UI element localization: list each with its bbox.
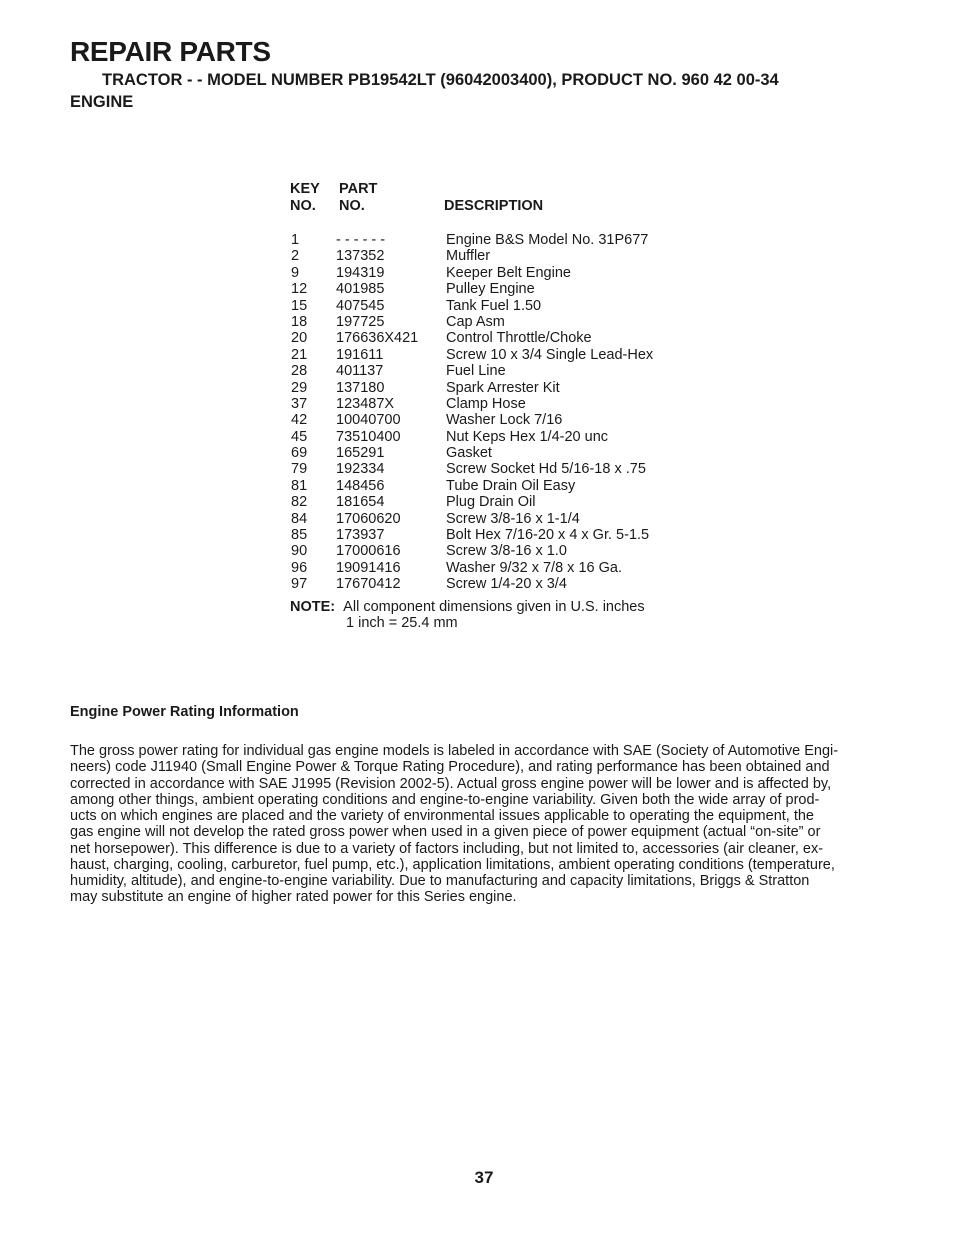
table-row (290, 281, 710, 297)
description-cell: Pulley Engine (446, 281, 535, 298)
power-rating-heading: Engine Power Rating Information (70, 704, 299, 720)
key-no-cell: 15 (291, 297, 308, 314)
parts-table (290, 181, 710, 631)
part-no-cell: 176636X421 (336, 330, 419, 347)
paragraph-line: humidity, altitude), and engine-to-engine variability. Due to manufacturing and capacity limitations, Briggs & Stratton (70, 873, 810, 889)
part-no-cell: 17060620 (336, 510, 401, 527)
key-no-cell: 45 (291, 428, 308, 445)
description-cell: Fuel Line (446, 363, 506, 380)
description-header: DESCRIPTION (444, 198, 544, 214)
table-row (290, 396, 710, 412)
note-label: NOTE: (290, 598, 336, 615)
part-no-cell: 137180 (336, 379, 385, 396)
description-cell: Nut Keps Hex 1/4-20 unc (446, 428, 609, 445)
part-no-cell: 401985 (336, 281, 385, 298)
table-row (290, 478, 710, 494)
key-no-cell: 18 (291, 313, 308, 330)
description-cell: Tube Drain Oil Easy (446, 477, 576, 494)
description-cell: Tank Fuel 1.50 (446, 297, 542, 314)
key-no-cell: 90 (291, 543, 308, 560)
description-cell: Screw 10 x 3/4 Single Lead-Hex (446, 346, 654, 363)
key-no-cell: 96 (291, 559, 308, 576)
paragraph-line: gas engine will not develop the rated gross power when used in a given piece of power equipment (actual “on-site” or (70, 824, 821, 841)
key-no-cell: 97 (291, 576, 308, 593)
part-no-cell: 10040700 (336, 412, 401, 429)
part-no-cell: 401137 (336, 363, 384, 380)
table-row (290, 298, 710, 314)
description-cell: Control Throttle/Choke (446, 330, 592, 347)
key-no-cell: 9 (291, 264, 300, 281)
key-no-cell: 81 (291, 477, 308, 494)
key-no-cell: 84 (291, 510, 308, 527)
paragraph-line: corrected in accordance with SAE J1995 (Revision 2002-5). Actual gross engine power will be lower and is affected by, (70, 775, 832, 792)
description-cell: Washer Lock 7/16 (446, 412, 563, 429)
note-line-2: 1 inch = 25.4 mm (346, 615, 458, 631)
key-no-cell: 29 (291, 379, 308, 396)
key-no-cell: 37 (291, 395, 308, 412)
description-cell: Keeper Belt Engine (446, 264, 571, 281)
table-row (290, 347, 710, 363)
paragraph-line: ucts on which engines are placed and the variety of environmental issues applicable to operating the equipment, the (70, 808, 814, 824)
parts-table-header (290, 181, 710, 217)
key-no-cell: 1 (291, 232, 300, 248)
table-row (290, 429, 710, 445)
description-cell: Screw 1/4-20 x 3/4 (446, 576, 567, 593)
table-row (290, 248, 710, 264)
description-cell: Spark Arrester Kit (446, 379, 560, 396)
power-rating-paragraph (70, 743, 900, 906)
key-no-cell: 20 (291, 330, 308, 347)
key-no-cell: 21 (291, 346, 308, 363)
paragraph-line: neers) code J11940 (Small Engine Power & Torque Rating Procedure), and rating performance has been obtained and (70, 759, 830, 776)
description-cell: Screw 3/8-16 x 1.0 (446, 543, 567, 560)
table-row (290, 265, 710, 281)
parts-table-body (290, 232, 710, 593)
part-no-cell: 191611 (336, 346, 384, 363)
page-title: REPAIR PARTS (70, 36, 271, 67)
part-no-cell: 148456 (336, 477, 385, 494)
part-no-cell: 165291 (336, 445, 385, 462)
paragraph-line: haust, charging, cooling, carburetor, fuel pump, etc.), application limitations, ambient operating conditions (temperature, (70, 856, 835, 873)
table-row (290, 232, 710, 248)
description-cell: Washer 9/32 x 7/8 x 16 Ga. (446, 559, 622, 576)
key-no-cell: 79 (291, 461, 308, 478)
page-number: 37 (474, 1168, 494, 1187)
model-subtitle: TRACTOR - - MODEL NUMBER PB19542LT (96042003400), PRODUCT NO. 960 42 00-34 (102, 71, 779, 89)
paragraph-line: The gross power rating for individual gas engine models is labeled in accordance with SAE (Society of Automotive Engi- (70, 743, 839, 759)
description-cell: Plug Drain Oil (446, 494, 536, 511)
paragraph-line: among other things, ambient operating conditions and engine-to-engine variability. Given both the wide array of prod- (70, 791, 820, 808)
part-no-header: PART NO. (339, 181, 378, 214)
table-row (290, 527, 710, 543)
key-no-cell: 2 (291, 248, 300, 265)
table-row (290, 576, 710, 592)
description-cell: Clamp Hose (446, 395, 526, 412)
table-row (290, 445, 710, 461)
table-row (290, 461, 710, 477)
table-row (290, 380, 710, 396)
part-no-cell: 19091416 (336, 559, 401, 576)
part-no-cell: 181654 (336, 494, 385, 511)
table-row (290, 314, 710, 330)
key-no-cell: 85 (291, 527, 308, 544)
key-no-header: KEY NO. (290, 181, 320, 214)
section-title: ENGINE (70, 93, 134, 111)
part-no-cell: 194319 (336, 264, 385, 281)
part-no-cell: 192334 (336, 461, 385, 478)
note-line-1: All component dimensions given in U.S. inches (343, 598, 645, 615)
table-row (290, 511, 710, 527)
table-row (290, 363, 710, 379)
table-row (290, 494, 710, 510)
part-no-cell: - - - - - - (336, 232, 386, 248)
description-cell: Muffler (446, 248, 491, 265)
paragraph-line: may substitute an engine of higher rated power for this Series engine. (70, 889, 517, 906)
description-cell: Bolt Hex 7/16-20 x 4 x Gr. 5-1.5 (446, 527, 650, 544)
paragraph-line: net horsepower). This difference is due to a variety of factors including, but not limited to, accessories (air cleaner, ex- (70, 840, 824, 857)
part-no-cell: 17000616 (336, 543, 401, 560)
description-cell: Screw Socket Hd 5/16-18 x .75 (446, 461, 646, 478)
table-row (290, 560, 710, 576)
part-no-cell: 137352 (336, 248, 385, 265)
description-cell: Engine B&S Model No. 31P677 (446, 232, 649, 248)
key-no-cell: 42 (291, 412, 308, 429)
table-row (290, 412, 710, 428)
key-no-cell: 28 (291, 363, 308, 380)
part-no-cell: 173937 (336, 527, 385, 544)
table-row (290, 330, 710, 346)
key-no-cell: 82 (291, 494, 308, 511)
dimensions-note (290, 599, 710, 632)
part-no-cell: 123487X (336, 395, 395, 412)
key-no-cell: 12 (291, 281, 308, 298)
table-row (290, 543, 710, 559)
part-no-cell: 17670412 (336, 576, 401, 593)
key-no-cell: 69 (291, 445, 308, 462)
part-no-cell: 197725 (336, 313, 385, 330)
part-no-cell: 73510400 (336, 428, 401, 445)
part-no-cell: 407545 (336, 297, 385, 314)
description-cell: Gasket (446, 445, 492, 462)
description-cell: Screw 3/8-16 x 1-1/4 (446, 510, 580, 527)
description-cell: Cap Asm (446, 313, 505, 330)
